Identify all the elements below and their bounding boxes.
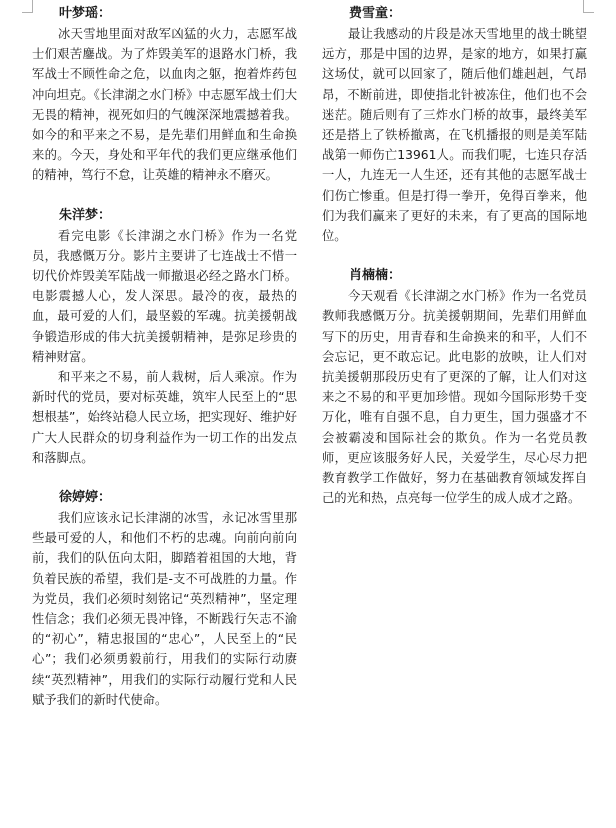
comment-section xyxy=(32,206,297,468)
left-column xyxy=(32,4,297,710)
comment-paragraph: 和平来之不易，前人栽树，后人乘凉。作为新时代的党员，要对标英雄，筑牢人民至上的“思想根基”，始终站稳人民立场，把实现好、维护好广大人民群众的切身利益作为一切工作的出发点和落脚点。 xyxy=(32,370,297,465)
comment-section xyxy=(32,4,297,186)
author-name: 肖楠楠： xyxy=(349,268,402,284)
comment-paragraph: 今天观看《长津湖之水门桥》作为一名党员教师我感慨万分。抗美援朝期间，先辈们用鲜血写下的历史，用青春和生命换来的和平，人们不会忘记，更不敢忘记。此电影的放映，让人们对抗美援朝那段历史有了更深的了解，让人们对这来之不易的和平更加珍惜。现如今国际形势千变万化，唯有自强不息，自力更生，国力强盛才不会被霸凌和国际社会的欺负。作为一名党员教师，更应该服务好人民，关爱学生，尽心尽力把教育教学工作做好，努力在基础教育领域发挥自己的光和热，点亮每一位学生的成人成才之路。 xyxy=(322,289,587,506)
comment-section xyxy=(322,4,587,246)
right-column xyxy=(322,4,587,508)
author-name: 徐婷婷： xyxy=(59,490,112,506)
author-name: 费雪童： xyxy=(349,6,402,21)
author-name: 朱洋梦： xyxy=(59,207,112,223)
section-gap xyxy=(322,246,587,266)
comment-paragraph: 看完电影《长津湖之水门桥》作为一名党员，我感慨万分。影片主要讲了七连战士不惜一切代价炸毁美军陆战一师撤退必经之路水门桥。电影震撼人心，发人深思。最冷的夜，最热的血，最可爱的人们，最坚毅的军魂。抗美援朝战争锻造形成的伟大抗美援朝精神，是弥足珍贵的精神财富。 xyxy=(32,228,297,364)
comment-section xyxy=(32,488,297,710)
section-gap xyxy=(32,186,297,206)
comment-paragraph: 我们应该永记长津湖的冰雪，永记冰雪里那些最可爱的人，和他们不朽的忠魂。向前向前向前，我们的队伍向太阳，脚踏着祖国的大地，背负着民族的希望，我们是-支不可战胜的力量。作为党员，我们必须时刻铭记“英烈精神”，坚定理性信念；我们必须无畏冲锋，不断践行矢志不渝的“初心”，精忠报国的“忠心”，人民至上的“民心”；我们必须勇毅前行，用我们的实际行动赓续“英烈精神”，用我们的实际行动履行党和人民赋予我们的新时代使命。 xyxy=(32,511,297,707)
section-gap xyxy=(32,468,297,488)
comment-section xyxy=(322,266,587,508)
comment-paragraph: 最让我感动的片段是冰天雪地里的战士眺望远方，那是中国的边界，是家的地方，如果打赢这场仗，就可以回家了，随后他们雄赳赳，气昂昂，不断前进，即使指北针被冻住，他们也不会迷茫。随后则有了三炸水门桥的故事，最终美军还是搭上了铁桥撤离，在飞机播报的则是美军陆战第一师伤亡13961人。而我们呢，七连只存活一人，九连无一人生还，还有其他的志愿军战士们伤亡惨重。但是打得一拳开，免得百拳来，他们为我们赢来了更好的未来，有了更高的国际地位。 xyxy=(322,27,587,244)
comment-paragraph: 冰天雪地里面对敌军凶猛的火力，志愿军战士们艰苦鏖战。为了炸毁美军的退路水门桥，我军战士不顾性命之危，以血肉之躯，抱着炸药包冲向坦克。《长津湖之水门桥》中志愿军战士们大无畏的精神，视死如归的气魄深深地震撼着我。如今的和平来之不易，是先辈们用鲜血和生命换来的。今天，身处和平年代的我们更应继承他们的精神，笃行不怠，让英雄的精神永不磨灭。 xyxy=(32,27,297,183)
author-name: 叶梦瑶： xyxy=(59,6,112,21)
